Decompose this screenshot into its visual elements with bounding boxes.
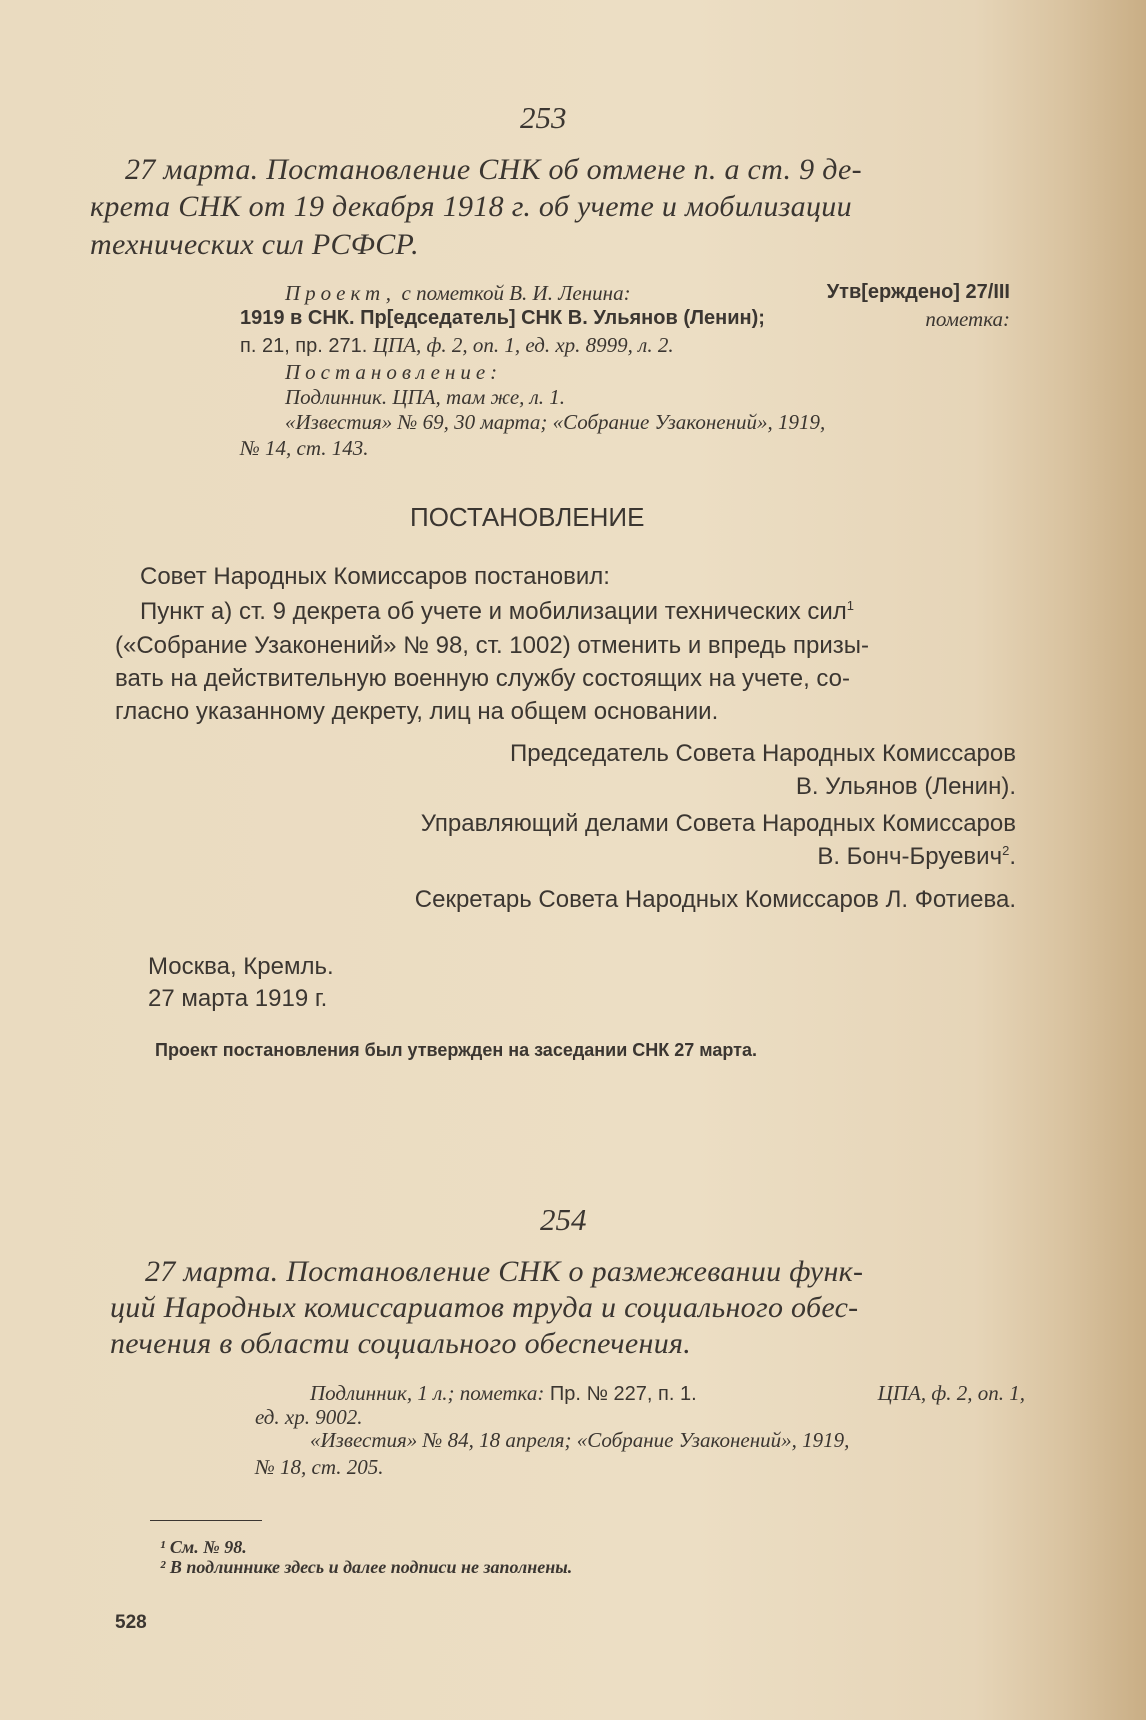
body-line [140,598,854,626]
page-number: 528 [115,1612,147,1633]
source-text: Проект, [285,281,396,305]
source-text: Пр. № 227, п. 1. [549,1383,697,1405]
title-line: крета СНК от 19 декабря 1918 г. об учете и мобилизации [90,190,852,223]
body-line: («Собрание Узаконений» № 98, ст. 1002) отменить и впредь призы- [115,632,869,659]
source-text: «Известия» № 69, 30 марта; «Собрание Узаконений», 1919, [285,410,826,434]
source-text: № 18, ст. 205. [255,1455,384,1479]
source-text: ЦПА, ф. 2, оп. 1, ед. хр. 8999, л. 2. [372,333,674,357]
signature-name: В. Ульянов (Ленин). [795,773,1016,800]
source-text: «Известия» № 84, 18 апреля; «Собрание Узаконений», 1919, [310,1428,850,1452]
title-line: ций Народных комиссариатов труда и социального обес- [110,1291,859,1324]
footnote-ref: 1 [846,598,855,613]
date: 27 марта 1919 г. [148,985,328,1012]
editorial-note: Проект постановления был утвержден на заседании СНК 27 марта. [155,1040,757,1060]
source-line [240,307,1010,330]
signature-title: Управляющий делами Совета Народных Комиссаров [420,810,1016,837]
source-text: с пометкой В. И. Ленина: [401,281,631,305]
document-number-253: 253 [520,100,567,135]
footnote-ref: 2 [1002,843,1010,858]
source-line [240,333,674,358]
footnote: ¹ См. № 98. [160,1537,247,1557]
source-text: п. 21, пр. 271. [240,335,368,357]
source-text: ЦПА, ф. 2, оп. 1, [877,1381,1025,1405]
title-line: печения в области социального обеспечения. [110,1327,692,1360]
source-text: Подлинник, 1 л.; пометка: [310,1381,545,1405]
document-number-254: 254 [540,1202,587,1237]
body-line: гласно указанному декрету, лиц на общем основании. [115,698,719,725]
body-line: Совет Народных Комиссаров постановил: [140,563,610,590]
source-text: Постановление: [285,360,503,384]
body-text: Пункт а) ст. 9 декрета об учете и мобилизации технических сил [140,598,847,625]
footnote-divider [150,1520,262,1521]
footnote: ² В подлиннике здесь и далее подписи не заполнены. [160,1557,573,1577]
signature-line: Секретарь Совета Народных Комиссаров Л. Фотиева. [414,886,1016,913]
source-text: № 14, ст. 143. [240,436,369,460]
signature-title: Председатель Совета Народных Комиссаров [509,740,1016,767]
title-line: 27 марта. Постановление СНК о размежевании функ- [145,1255,864,1288]
source-text: ед. хр. 9002. [255,1405,363,1429]
signature-name: В. Бонч-Бруевич$^2$. [817,843,1016,870]
source-line [310,1381,1025,1406]
place: Москва, Кремль. [148,953,334,980]
title-line: технических сил РСФСР. [90,228,419,261]
source-text: пометка: [925,307,1010,331]
body-line: вать на действительную военную службу состоящих на учете, со- [115,665,851,692]
source-text: Подлинник. ЦПА, там же, л. 1. [285,385,566,409]
decree-heading: ПОСТАНОВЛЕНИЕ [410,502,645,532]
source-text: Утв[ерждено] 27/III [826,281,1010,303]
source-text: 1919 в СНК. Пр[едседатель] СНК В. Ульянов (Ленин); [240,307,765,329]
source-line [285,281,1010,306]
signature-text: В. Бонч-Бруевич [817,843,1003,870]
title-line: 27 марта. Постановление СНК об отмене п. а ст. 9 де- [125,153,862,186]
